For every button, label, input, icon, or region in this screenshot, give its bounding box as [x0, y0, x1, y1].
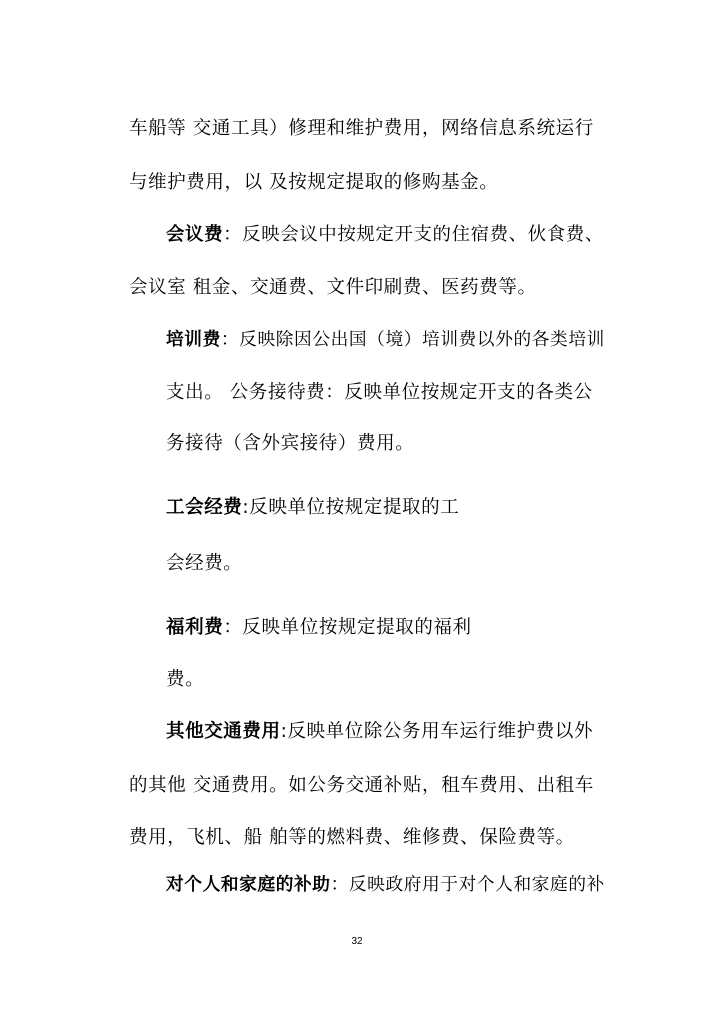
term-heading: 其他交通费用 [166, 721, 281, 742]
paragraph-line [129, 276, 537, 300]
paragraph-line [166, 328, 605, 352]
paragraph-line [166, 223, 604, 247]
paragraph-line [166, 496, 459, 520]
body-text: ：反映会议中按规定开支的住宿费、伙食费、 [223, 224, 604, 245]
body-text: 车船等 交通工具）修理和维护费用，网络信息系统运行 [129, 118, 594, 139]
page-number: 32 [351, 936, 363, 947]
term-heading: 对个人和家庭的补助 [166, 875, 331, 895]
term-heading: 工会经费 [166, 497, 243, 518]
term-heading: 会议费 [166, 224, 224, 245]
paragraph-line [166, 668, 204, 692]
body-text: 支出。 公务接待费：反映单位按规定开支的各类公 [166, 382, 593, 403]
paragraph-line [129, 826, 575, 850]
paragraph-line [166, 381, 593, 405]
paragraph-line [129, 774, 594, 798]
body-text: :反映单位除公务用车运行维护费以外 [280, 721, 594, 742]
body-text: 的其他 交通费用。如公务交通补贴，租车费用、出租车 [129, 775, 594, 796]
body-text: ：反映单位按规定提取的福利 [223, 617, 472, 638]
body-text: ：反映除因公出国（境）培训费以外的各类培训 [220, 330, 605, 350]
term-heading: 培训费 [166, 330, 221, 350]
body-text: 会议室 租金、交通费、文件印刷费、医药费等。 [129, 277, 537, 298]
body-text: 会经费。 [166, 553, 243, 574]
paragraph-line [129, 171, 498, 195]
body-text: 费。 [166, 669, 205, 690]
body-text: :反映单位按规定提取的工 [242, 497, 460, 518]
term-heading: 福利费 [166, 617, 224, 638]
body-text: 与维护费用，以 及按规定提取的修购基金。 [129, 172, 499, 193]
body-text: 务接待（含外宾接待）费用。 [166, 433, 415, 454]
paragraph-line [166, 616, 472, 640]
paragraph-line [129, 117, 594, 141]
body-text: 费用，飞机、船 舶等的燃料费、维修费、保险费等。 [129, 827, 575, 848]
paragraph-line [166, 432, 414, 456]
paragraph-line [166, 873, 605, 897]
body-text: ：反映政府用于对个人和家庭的补 [330, 875, 605, 895]
paragraph-line [166, 720, 593, 744]
paragraph-line [166, 552, 242, 576]
